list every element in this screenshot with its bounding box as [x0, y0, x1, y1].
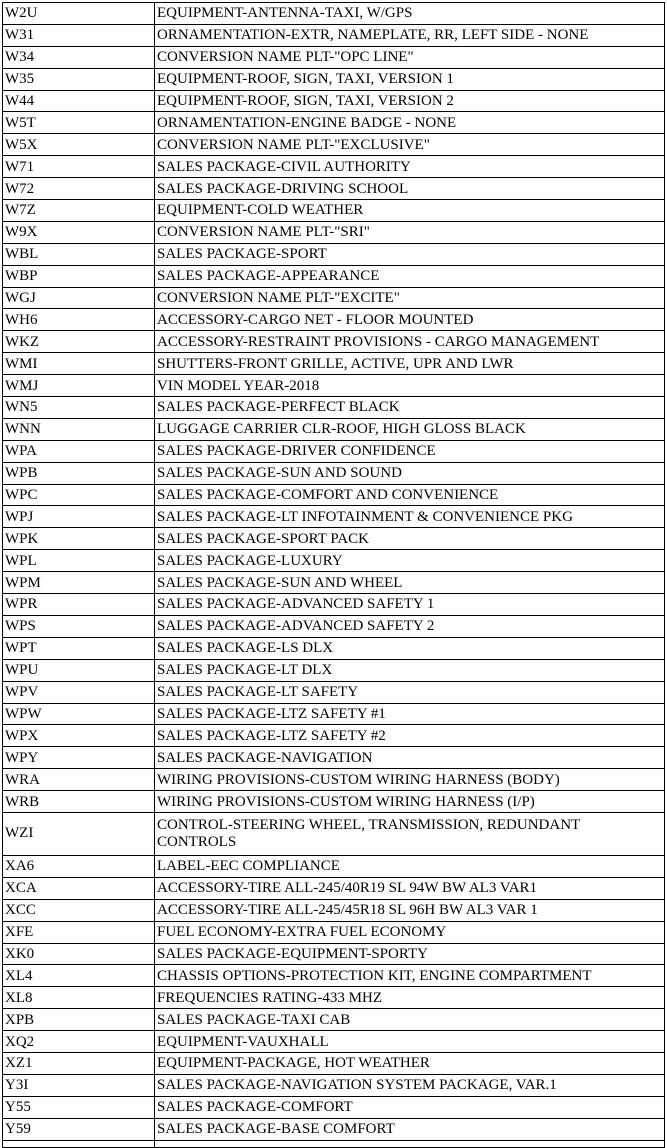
option-code-cell: W72 [3, 178, 155, 200]
option-description-cell: SALES PACKAGE-CIVIL AUTHORITY [155, 156, 665, 178]
option-description-cell: ORNAMENTATION-EXTR, NAMEPLATE, RR, LEFT SIDE - NONE [155, 24, 665, 46]
option-code-cell: Y55 [3, 1096, 155, 1118]
option-code-cell: WBP [3, 265, 155, 287]
option-code-cell: WBL [3, 243, 155, 265]
option-description-cell: SALES PACKAGE-EQUIPMENT-SPORTY [155, 943, 665, 965]
option-code-cell: WN5 [3, 397, 155, 419]
option-description-cell: SALES PACKAGE-LUXURY [155, 550, 665, 572]
table-row [3, 987, 665, 1009]
table-row [3, 484, 665, 506]
option-code-cell: XL4 [3, 965, 155, 987]
option-code-cell: W5T [3, 112, 155, 134]
table-row [3, 1074, 665, 1096]
table-row [3, 572, 665, 594]
option-code-cell: WPL [3, 550, 155, 572]
option-code-cell: WPU [3, 659, 155, 681]
option-description-cell: CONVERSION NAME PLT-"EXCLUSIVE" [155, 134, 665, 156]
option-code-cell: Y3I [3, 1074, 155, 1096]
option-description-cell: SALES PACKAGE-DRIVING SCHOOL [155, 178, 665, 200]
table-row [3, 243, 665, 265]
table-row [3, 791, 665, 813]
option-description-cell: CONVERSION NAME PLT-"OPC LINE" [155, 46, 665, 68]
option-code-cell: WPJ [3, 506, 155, 528]
option-description-cell: EQUIPMENT-ANTENNA-TAXI, W/GPS [155, 3, 665, 25]
option-description-cell: EQUIPMENT-PACKAGE, HOT WEATHER [155, 1052, 665, 1074]
option-description-cell: LUGGAGE CARRIER CLR-ROOF, HIGH GLOSS BLACK [155, 418, 665, 440]
table-row [3, 24, 665, 46]
option-description-cell: FREQUENCIES RATING-433 MHZ [155, 987, 665, 1009]
table-row [3, 594, 665, 616]
table-row [3, 1096, 665, 1118]
table-row [3, 899, 665, 921]
table-row [3, 200, 665, 222]
option-code-cell: XFE [3, 921, 155, 943]
option-code-cell: WPK [3, 528, 155, 550]
option-description-cell: ACCESSORY-CARGO NET - FLOOR MOUNTED [155, 309, 665, 331]
table-row [3, 353, 665, 375]
option-description-cell: SALES PACKAGE-SUN AND SOUND [155, 462, 665, 484]
option-code-cell: WMI [3, 353, 155, 375]
option-description-cell: SALES PACKAGE-SPORT [155, 243, 665, 265]
empty-cell [3, 1140, 155, 1147]
table-row [3, 112, 665, 134]
option-code-cell: WPW [3, 703, 155, 725]
option-description-cell: SALES PACKAGE-APPEARANCE [155, 265, 665, 287]
option-code-cell: WRB [3, 791, 155, 813]
option-description-cell: SALES PACKAGE-COMFORT AND CONVENIENCE [155, 484, 665, 506]
option-description-cell: FUEL ECONOMY-EXTRA FUEL ECONOMY [155, 921, 665, 943]
table-row [3, 178, 665, 200]
option-code-cell: WPX [3, 725, 155, 747]
table-row [3, 877, 665, 899]
option-code-cell: XK0 [3, 943, 155, 965]
option-code-cell: WPC [3, 484, 155, 506]
option-code-cell: XCC [3, 899, 155, 921]
table-row [3, 965, 665, 987]
option-code-cell: WPT [3, 637, 155, 659]
option-description-cell: CONVERSION NAME PLT-"EXCITE" [155, 287, 665, 309]
option-description-cell: SALES PACKAGE-LTZ SAFETY #2 [155, 725, 665, 747]
table-row [3, 265, 665, 287]
option-code-cell: WH6 [3, 309, 155, 331]
table-row [3, 703, 665, 725]
option-code-cell: WPV [3, 681, 155, 703]
table-row [3, 1052, 665, 1074]
option-description-cell: SALES PACKAGE-DRIVER CONFIDENCE [155, 440, 665, 462]
option-code-cell: W2U [3, 3, 155, 25]
option-code-cell: XCA [3, 877, 155, 899]
empty-cell [155, 1140, 665, 1147]
option-description-cell: SALES PACKAGE-LT INFOTAINMENT & CONVENIENCE PKG [155, 506, 665, 528]
option-code-cell: WPA [3, 440, 155, 462]
option-description-cell: EQUIPMENT-COLD WEATHER [155, 200, 665, 222]
option-description-cell: SALES PACKAGE-NAVIGATION SYSTEM PACKAGE, VAR.1 [155, 1074, 665, 1096]
table-row [3, 506, 665, 528]
table-row [3, 550, 665, 572]
table-row [3, 375, 665, 397]
option-code-cell: WMJ [3, 375, 155, 397]
option-code-cell: W31 [3, 24, 155, 46]
table-row [3, 681, 665, 703]
table-row [3, 528, 665, 550]
option-code-cell: WGJ [3, 287, 155, 309]
option-code-cell: WPB [3, 462, 155, 484]
option-code-cell: WNN [3, 418, 155, 440]
option-code-cell: WPS [3, 615, 155, 637]
table-row [3, 90, 665, 112]
option-code-cell: W7Z [3, 200, 155, 222]
option-code-table-body [3, 3, 665, 1148]
option-description-cell: EQUIPMENT-ROOF, SIGN, TAXI, VERSION 2 [155, 90, 665, 112]
option-code-cell: W71 [3, 156, 155, 178]
option-description-cell: CONVERSION NAME PLT-"SRI" [155, 221, 665, 243]
table-row [3, 855, 665, 877]
option-description-cell: ACCESSORY-TIRE ALL-245/45R18 SL 96H BW AL3 VAR 1 [155, 899, 665, 921]
table-row [3, 134, 665, 156]
option-code-cell: XQ2 [3, 1031, 155, 1053]
option-description-cell: CONTROL-STEERING WHEEL, TRANSMISSION, REDUNDANT CONTROLS [155, 812, 665, 855]
table-row [3, 725, 665, 747]
option-description-cell: VIN MODEL YEAR-2018 [155, 375, 665, 397]
option-code-table [2, 2, 665, 1148]
option-code-cell: XA6 [3, 855, 155, 877]
option-code-cell: W9X [3, 221, 155, 243]
option-description-cell: CHASSIS OPTIONS-PROTECTION KIT, ENGINE COMPARTMENT [155, 965, 665, 987]
option-description-cell: ACCESSORY-TIRE ALL-245/40R19 SL 94W BW AL3 VAR1 [155, 877, 665, 899]
option-description-cell: SALES PACKAGE-NAVIGATION [155, 747, 665, 769]
option-code-cell: WZI [3, 812, 155, 855]
option-code-cell: WPY [3, 747, 155, 769]
option-description-cell: ACCESSORY-RESTRAINT PROVISIONS - CARGO MANAGEMENT [155, 331, 665, 353]
option-code-cell: WKZ [3, 331, 155, 353]
table-row [3, 1009, 665, 1031]
table-row [3, 747, 665, 769]
option-description-cell: WIRING PROVISIONS-CUSTOM WIRING HARNESS (I/P) [155, 791, 665, 813]
option-code-cell: W35 [3, 68, 155, 90]
option-description-cell: SALES PACKAGE-LTZ SAFETY #1 [155, 703, 665, 725]
option-code-cell: WPR [3, 594, 155, 616]
option-description-cell: SALES PACKAGE-LS DLX [155, 637, 665, 659]
table-row [3, 68, 665, 90]
table-row [3, 812, 665, 855]
table-row [3, 769, 665, 791]
table-row [3, 46, 665, 68]
table-row-partial [3, 1140, 665, 1147]
option-code-cell: W5X [3, 134, 155, 156]
option-description-cell: SALES PACKAGE-LT DLX [155, 659, 665, 681]
table-row [3, 156, 665, 178]
option-description-cell: SALES PACKAGE-SPORT PACK [155, 528, 665, 550]
table-row [3, 397, 665, 419]
table-row [3, 221, 665, 243]
table-row [3, 462, 665, 484]
table-row [3, 331, 665, 353]
option-description-cell: ORNAMENTATION-ENGINE BADGE - NONE [155, 112, 665, 134]
option-code-cell: W44 [3, 90, 155, 112]
option-description-cell: EQUIPMENT-VAUXHALL [155, 1031, 665, 1053]
table-row [3, 615, 665, 637]
table-row [3, 1031, 665, 1053]
table-row [3, 418, 665, 440]
option-code-cell: WPM [3, 572, 155, 594]
option-description-cell: SALES PACKAGE-LT SAFETY [155, 681, 665, 703]
option-description-cell: WIRING PROVISIONS-CUSTOM WIRING HARNESS (BODY) [155, 769, 665, 791]
option-description-cell: SALES PACKAGE-ADVANCED SAFETY 1 [155, 594, 665, 616]
option-description-cell: SHUTTERS-FRONT GRILLE, ACTIVE, UPR AND LWR [155, 353, 665, 375]
option-description-cell: SALES PACKAGE-SUN AND WHEEL [155, 572, 665, 594]
option-description-cell: SALES PACKAGE-BASE COMFORT [155, 1118, 665, 1140]
table-row [3, 921, 665, 943]
option-description-cell: LABEL-EEC COMPLIANCE [155, 855, 665, 877]
option-code-cell: XL8 [3, 987, 155, 1009]
table-row [3, 440, 665, 462]
option-code-cell: W34 [3, 46, 155, 68]
table-row [3, 1118, 665, 1140]
option-description-cell: SALES PACKAGE-TAXI CAB [155, 1009, 665, 1031]
table-row [3, 309, 665, 331]
table-row [3, 287, 665, 309]
option-code-cell: XPB [3, 1009, 155, 1031]
option-code-cell: XZ1 [3, 1052, 155, 1074]
table-row [3, 637, 665, 659]
option-code-cell: WRA [3, 769, 155, 791]
option-description-cell: SALES PACKAGE-COMFORT [155, 1096, 665, 1118]
table-row [3, 659, 665, 681]
table-row [3, 3, 665, 25]
table-row [3, 943, 665, 965]
option-description-cell: SALES PACKAGE-ADVANCED SAFETY 2 [155, 615, 665, 637]
option-code-cell: Y59 [3, 1118, 155, 1140]
option-description-cell: SALES PACKAGE-PERFECT BLACK [155, 397, 665, 419]
option-description-cell: EQUIPMENT-ROOF, SIGN, TAXI, VERSION 1 [155, 68, 665, 90]
